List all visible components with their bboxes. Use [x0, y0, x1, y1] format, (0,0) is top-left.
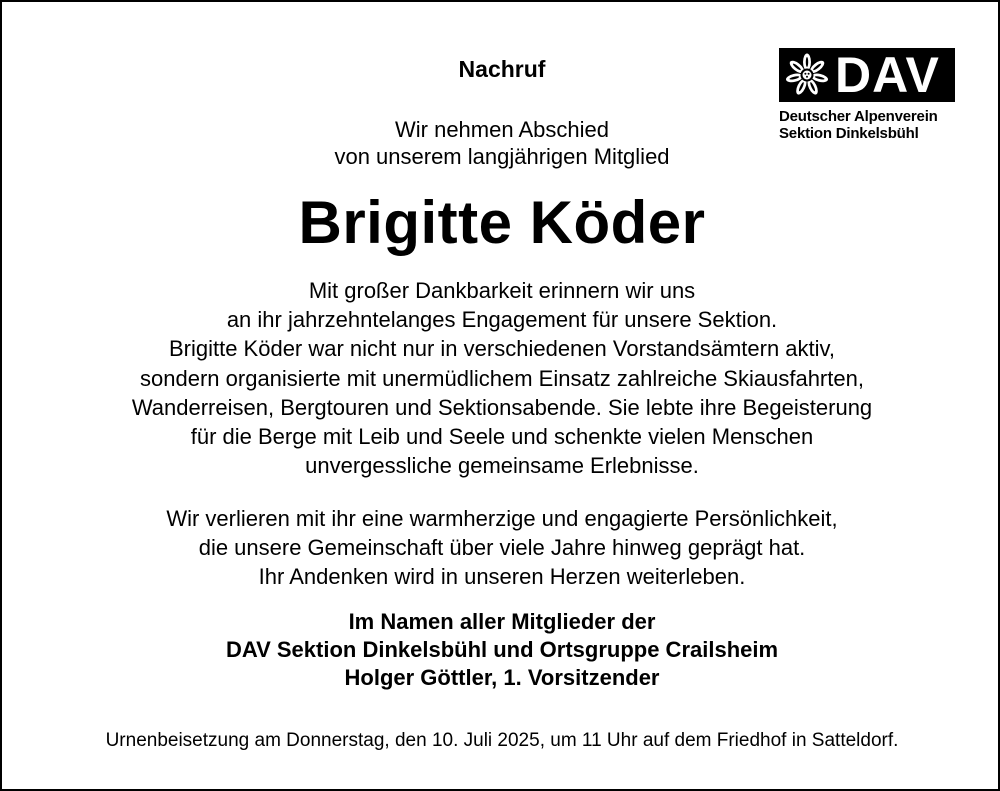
intro-line: von unserem langjährigen Mitglied [334, 144, 670, 169]
deceased-name: Brigitte Köder [298, 189, 706, 256]
tribute-line: Wanderreisen, Bergtouren und Sektionsabende. Sie lebte ihre Begeisterung [131, 394, 873, 420]
burial-info: Urnenbeisetzung am Donnerstag, den 10. Juli 2025, um 11 Uhr auf dem Friedhof in Satteldorf. [105, 730, 899, 751]
signature-line: Holger Göttler, 1. Vorsitzender [344, 665, 660, 690]
notice-heading: Nachruf [458, 56, 546, 82]
dav-logo-box [779, 48, 955, 102]
dav-logo-line: Sektion Dinkelsbühl [779, 125, 919, 142]
tribute-line: Brigitte Köder war nicht nur in verschiedenen Vorstandsämtern aktiv, [168, 336, 836, 362]
remembrance-line: Ihr Andenken wird in unseren Herzen weiterleben. [258, 564, 746, 590]
tribute-line: für die Berge mit Leib und Seele und schenkte vielen Menschen [190, 424, 814, 450]
dav-logo-abbreviation: DAV [835, 47, 940, 103]
remembrance-paragraph [2, 504, 1000, 592]
tribute-paragraph [2, 276, 1000, 480]
tribute-line: unvergessliche gemeinsame Erlebnisse. [305, 453, 699, 479]
remembrance-line: Wir verlieren mit ihr eine warmherzige und engagierte Persönlichkeit, [166, 506, 838, 531]
signature-block [2, 608, 1000, 692]
edelweiss-icon [782, 50, 832, 100]
signature-line: DAV Sektion Dinkelsbühl und Ortsgruppe Crailsheim [225, 637, 779, 662]
tribute-line: Mit großer Dankbarkeit erinnern wir uns [308, 278, 696, 303]
dav-logo-text [779, 108, 955, 142]
tribute-line: sondern organisierte mit unermüdlichem Einsatz zahlreiche Skiausfahrten, [140, 365, 864, 391]
intro-line: Wir nehmen Abschied [395, 117, 609, 142]
dav-logo-line: Deutscher Alpenverein [779, 108, 938, 125]
tribute-line: an ihr jahrzehntelanges Engagement für unsere Sektion. [226, 307, 778, 333]
signature-line: Im Namen aller Mitglieder der [348, 609, 656, 634]
dav-logo [779, 48, 955, 142]
remembrance-line: die unsere Gemeinschaft über viele Jahre hinweg geprägt hat. [198, 535, 806, 561]
